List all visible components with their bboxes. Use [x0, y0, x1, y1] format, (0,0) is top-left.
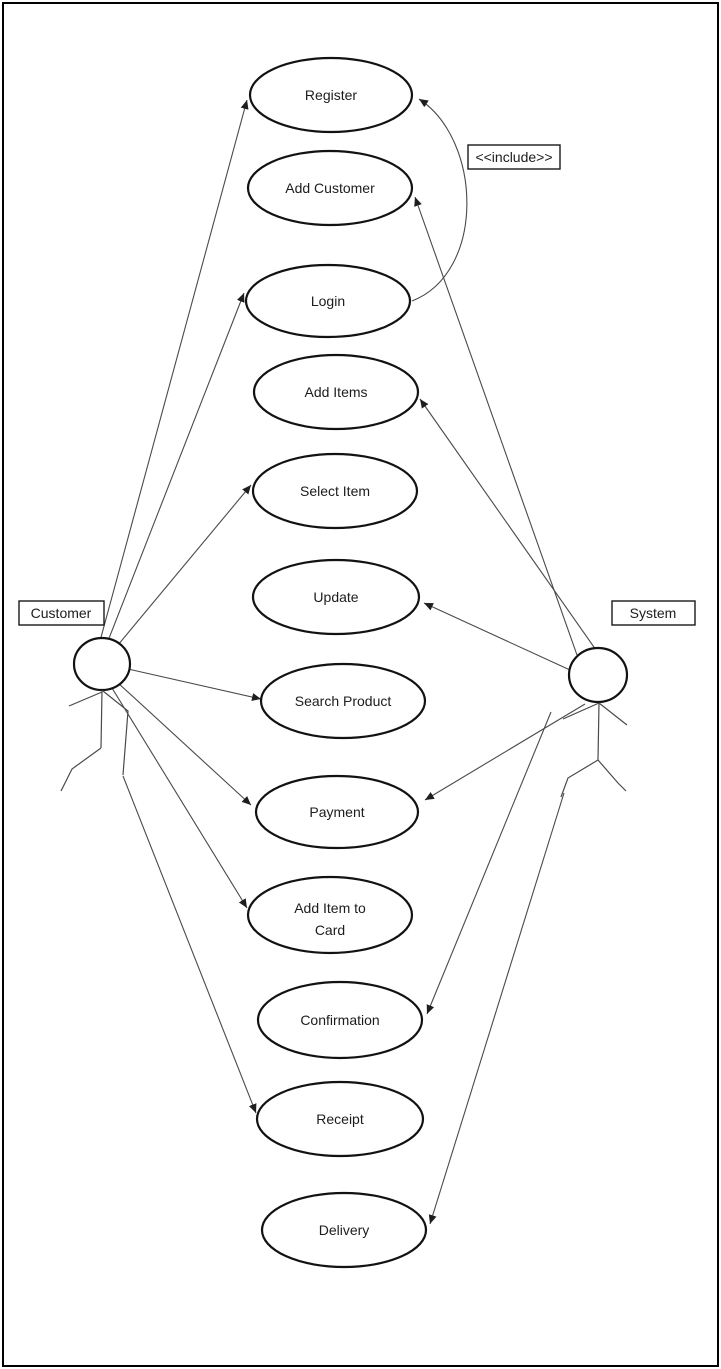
usecase-register[interactable] [250, 58, 412, 132]
edge-system-add-items[interactable] [420, 399, 596, 650]
usecase-add-customer[interactable] [248, 151, 412, 225]
usecase-add-customer-label: Add Customer [285, 180, 375, 196]
usecase-search-product[interactable] [261, 664, 425, 738]
edge-system-confirmation[interactable] [427, 712, 551, 1014]
usecase-payment-label: Payment [309, 804, 365, 820]
usecase-payment[interactable] [256, 776, 418, 848]
usecase-confirmation[interactable] [258, 982, 422, 1058]
edge-system-delivery[interactable] [430, 793, 564, 1224]
usecase-add-item-to-card-label-line1: Add Item to [294, 900, 366, 916]
edge-customer-receipt[interactable] [123, 776, 256, 1113]
actor-customer-body [101, 690, 102, 748]
actor-system[interactable] [561, 648, 627, 797]
actor-customer-label-box[interactable] [19, 601, 104, 625]
actor-customer-left-leg [61, 748, 101, 791]
usecase-select-item[interactable] [253, 454, 417, 528]
actor-system-label: System [629, 605, 677, 621]
usecase-update[interactable] [253, 560, 419, 634]
actor-customer-head [74, 638, 130, 690]
usecase-delivery-label: Delivery [318, 1222, 370, 1238]
usecase-add-items[interactable] [254, 355, 418, 429]
actor-system-left-leg [561, 760, 598, 797]
actor-system-right-arm [599, 703, 627, 725]
actor-system-body [598, 703, 599, 760]
edge-customer-login[interactable] [106, 293, 244, 646]
usecase-select-item-label: Select Item [299, 483, 371, 499]
actor-system-right-leg [598, 760, 626, 791]
usecase-register-label: Register [304, 87, 358, 103]
actor-customer-right-arm [103, 691, 128, 775]
usecase-update-label: Update [313, 589, 359, 605]
usecase-add-items-label: Add Items [304, 384, 368, 400]
actor-system-label-box[interactable] [612, 601, 695, 625]
edge-customer-select-item[interactable] [113, 485, 251, 651]
actor-system-left-arm [563, 703, 599, 719]
edge-system-update[interactable] [424, 603, 570, 670]
usecase-confirmation-label: Confirmation [300, 1012, 380, 1028]
include-stereotype-label: <<include>> [475, 149, 553, 165]
usecase-search-product-label: Search Product [294, 693, 392, 709]
usecase-login-label: Login [310, 293, 346, 309]
usecase-add-item-to-card-label-line2: Card [314, 922, 346, 938]
actor-customer-label: Customer [30, 605, 92, 621]
actor-system-head [569, 648, 627, 702]
edge-customer-search-product[interactable] [128, 669, 261, 699]
usecase-receipt[interactable] [257, 1082, 423, 1156]
edge-customer-payment[interactable] [117, 682, 251, 805]
usecase-login[interactable] [246, 265, 410, 337]
usecase-receipt-label: Receipt [316, 1111, 364, 1127]
actor-customer[interactable] [61, 638, 130, 791]
usecase-add-item-to-card[interactable] [248, 877, 412, 953]
edge-customer-register[interactable] [100, 100, 247, 641]
edge-system-payment[interactable] [425, 704, 585, 800]
include-stereotype-box[interactable] [468, 145, 560, 169]
actor-customer-left-arm [69, 692, 102, 706]
edge-include-login-register[interactable] [412, 99, 467, 301]
usecase-delivery[interactable] [262, 1193, 426, 1267]
